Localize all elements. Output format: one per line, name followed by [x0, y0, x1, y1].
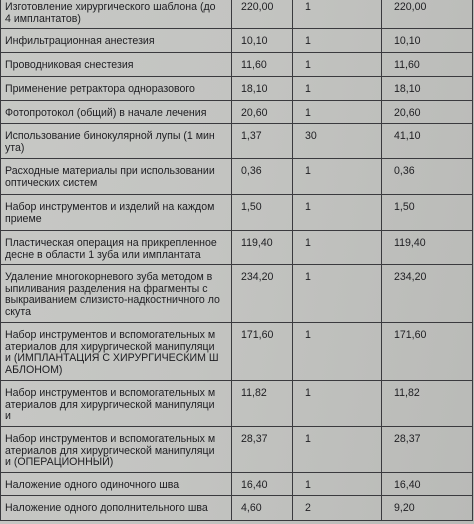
service-name: Удаление многокорневого зуба методом в ыпиливания разделения на фрагменты с выкраиванием слизисто-надкостничного ло скута	[1, 265, 232, 323]
table-row	[1, 195, 473, 231]
services-table-body	[1, 0, 473, 521]
service-quantity: 30	[293, 124, 382, 159]
service-quantity: 2	[293, 496, 382, 521]
service-quantity: 1	[293, 381, 382, 427]
service-price: 234,20	[232, 265, 293, 323]
service-name: Набор инструментов и вспомогательных м атериалов для хирургической манипуляци и (ОПЕРАЦИОННЫЙ)	[1, 427, 232, 473]
service-price: 0,36	[232, 159, 293, 195]
service-sum: 0,36	[382, 159, 473, 195]
service-price: 11,82	[232, 381, 293, 427]
service-sum: 10,10	[382, 29, 473, 53]
service-price: 16,40	[232, 473, 293, 496]
service-sum: 220,00	[382, 0, 473, 29]
service-sum: 16,40	[382, 473, 473, 496]
service-quantity: 1	[293, 101, 382, 124]
service-quantity: 1	[293, 0, 382, 29]
service-name: Наложение одного дополнительного шва	[1, 496, 232, 521]
service-price: 1,37	[232, 124, 293, 159]
service-price: 4,60	[232, 496, 293, 521]
table-row	[1, 124, 473, 159]
service-price: 20,60	[232, 101, 293, 124]
service-name: Пластическая операция на прикрепленное десне в области 1 зуба или имплантата	[1, 231, 232, 265]
table-row	[1, 265, 473, 323]
service-name: Фотопротокол (общий) в начале лечения	[1, 101, 232, 124]
service-sum: 119,40	[382, 231, 473, 265]
service-sum: 41,10	[382, 124, 473, 159]
table-row	[1, 231, 473, 265]
service-sum: 20,60	[382, 101, 473, 124]
service-price: 171,60	[232, 323, 293, 381]
service-price: 18,10	[232, 77, 293, 101]
service-name: Набор инструментов и вспомогательных м атериалов для хирургической манипуляци и	[1, 381, 232, 427]
service-name: Использование бинокулярной лупы (1 мин ута)	[1, 124, 232, 159]
table-row	[1, 323, 473, 381]
service-name: Набор инструментов и изделий на каждом приеме	[1, 195, 232, 231]
service-name: Изготовление хирургического шаблона (до 4 имплантатов)	[1, 0, 232, 29]
table-row	[1, 473, 473, 496]
service-quantity: 1	[293, 29, 382, 53]
service-name: Наложение одного одиночного шва	[1, 473, 232, 496]
service-price: 11,60	[232, 53, 293, 77]
table-row	[1, 427, 473, 473]
table-row	[1, 29, 473, 53]
service-quantity: 1	[293, 473, 382, 496]
service-price: 119,40	[232, 231, 293, 265]
service-sum: 11,82	[382, 381, 473, 427]
service-name: Инфильтрационная анестезия	[1, 29, 232, 53]
service-quantity: 1	[293, 53, 382, 77]
service-quantity: 1	[293, 195, 382, 231]
service-price: 28,37	[232, 427, 293, 473]
service-quantity: 1	[293, 231, 382, 265]
service-sum: 234,20	[382, 265, 473, 323]
service-sum: 1,50	[382, 195, 473, 231]
service-quantity: 1	[293, 265, 382, 323]
service-price: 220,00	[232, 0, 293, 29]
table-row	[1, 381, 473, 427]
service-name: Набор инструментов и вспомогательных м атериалов для хирургической манипуляци и (ИМПЛАНТАЦИЯ С ХИРУРГИЧЕСКИМ Ш АБЛОНОМ)	[1, 323, 232, 381]
service-name: Расходные материалы при использовании оптических систем	[1, 159, 232, 195]
service-sum: 11,60	[382, 53, 473, 77]
table-row	[1, 0, 473, 29]
service-name: Применение ретрактора одноразового	[1, 77, 232, 101]
service-name: Проводниковая снестезия	[1, 53, 232, 77]
table-row	[1, 77, 473, 101]
service-sum: 18,10	[382, 77, 473, 101]
service-quantity: 1	[293, 77, 382, 101]
service-sum: 171,60	[382, 323, 473, 381]
service-price: 1,50	[232, 195, 293, 231]
service-quantity: 1	[293, 323, 382, 381]
service-price: 10,10	[232, 29, 293, 53]
service-quantity: 1	[293, 427, 382, 473]
service-sum: 28,37	[382, 427, 473, 473]
table-row	[1, 53, 473, 77]
table-row	[1, 159, 473, 195]
table-row	[1, 496, 473, 521]
service-quantity: 1	[293, 159, 382, 195]
service-sum: 9,20	[382, 496, 473, 521]
table-row	[1, 101, 473, 124]
